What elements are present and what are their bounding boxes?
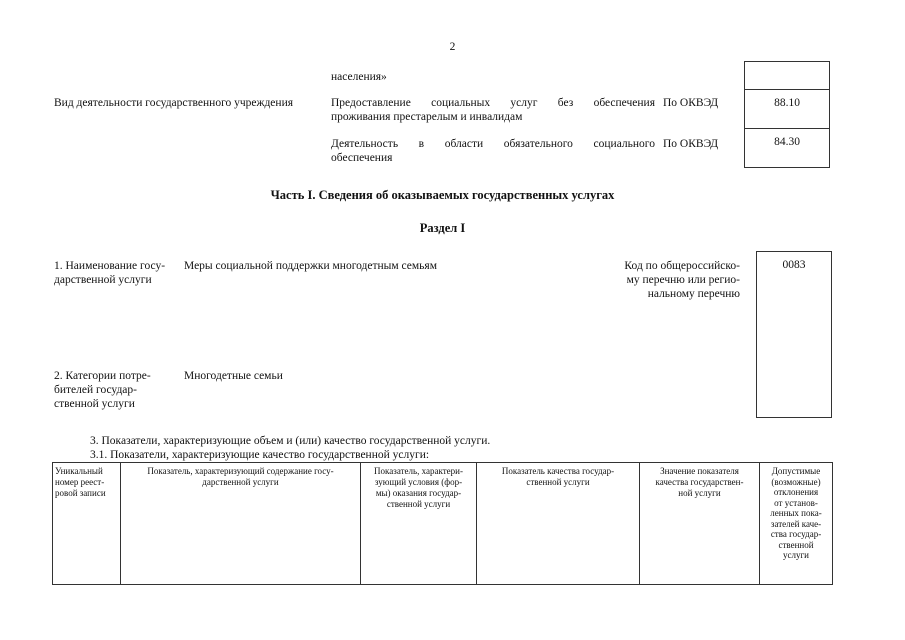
category-label-line1: 2. Категории потре- <box>54 370 151 382</box>
table-header-row <box>53 463 833 585</box>
quality-indicators-heading: 3.1. Показатели, характеризующие качество государственной услуги: <box>90 449 430 461</box>
registry-code-box <box>756 251 832 418</box>
continuation-text: населения» <box>331 71 387 83</box>
activity-2-line2: обеспечения <box>331 152 393 164</box>
section-title: Раздел I <box>419 221 466 235</box>
column-header-registry-number: Уникальный номер реест- ровой записи <box>53 463 121 585</box>
registry-code-value: 0083 <box>782 259 806 271</box>
service-name-label-line1: 1. Наименование госу- <box>54 260 166 272</box>
code-label-line1: Код по общероссийско- <box>624 260 740 272</box>
category-label-line2: бителей государ- <box>54 384 137 396</box>
okved-label-1: По ОКВЭД <box>663 97 719 109</box>
service-name-label-line2: дарственной услуги <box>54 274 152 286</box>
category-label-line3: ственной услуги <box>54 398 135 410</box>
code-label-line3: нальному перечню <box>647 288 740 300</box>
code-label-line2: му перечню или регио- <box>626 274 740 286</box>
part-title: Часть I. Сведения об оказываемых государственных услугах <box>270 188 615 202</box>
column-header-quality-indicator: Показатель качества государ- ственной услуги <box>477 463 640 585</box>
okved-code-2: 84.30 <box>744 128 830 168</box>
column-header-allowed-deviations: Допустимые (возможные) отклонения от установ- ленных пока- зателей каче- ства государ- ственной услуги <box>760 463 833 585</box>
quality-indicators-table <box>52 462 833 585</box>
okved-label-2: По ОКВЭД <box>663 138 719 150</box>
activity-label: Вид деятельности государственного учреждения <box>54 97 294 109</box>
column-header-content-indicator: Показатель, характеризующий содержание госу- дарственной услуги <box>121 463 361 585</box>
column-header-indicator-value: Значение показателя качества государствен- ной услуги <box>640 463 760 585</box>
category-value: Многодетные семьи <box>184 370 283 382</box>
activity-1-line1: Предоставление социальных услуг без обеспечения <box>331 97 655 109</box>
activity-2-line1: Деятельность в области обязательного социального <box>331 138 655 150</box>
okved-code-1: 88.10 <box>744 89 830 129</box>
code-box-empty <box>744 61 830 90</box>
service-name-value: Меры социальной поддержки многодетным семьям <box>184 260 437 272</box>
indicators-heading: 3. Показатели, характеризующие объем и (или) качество государственной услуги. <box>90 435 491 447</box>
page-number: 2 <box>449 41 456 53</box>
activity-1-line2: проживания престарелым и инвалидам <box>331 111 523 123</box>
column-header-conditions-indicator: Показатель, характери- зующий условия (фор- мы) оказания государ- ственной услуги <box>361 463 477 585</box>
